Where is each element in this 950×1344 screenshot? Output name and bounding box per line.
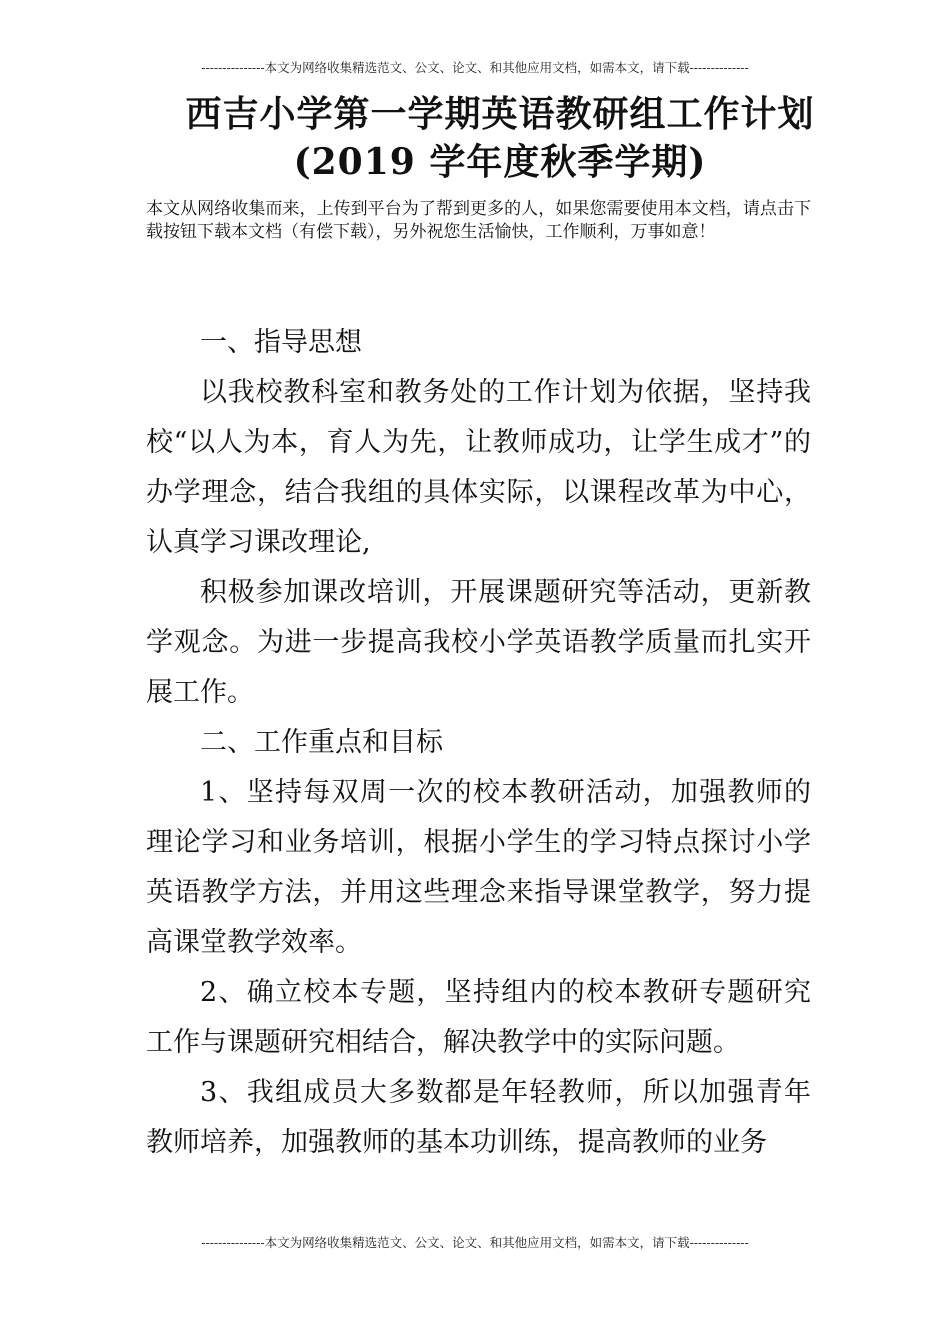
body-paragraph: 积极参加课改培训，开展课题研究等活动，更新教学观念。为进一步提高我校小学英语教学质量而扎实开展工作。 <box>146 577 811 708</box>
body-paragraph: 2、确立校本专题，坚持组内的校本教研专题研究工作与课题研究相结合，解决教学中的实际问题。 <box>146 977 811 1058</box>
body-paragraph: 3、我组成员大多数都是年轻教师，所以加强青年教师培养，加强教师的基本功训练，提高教师的业务 <box>146 1077 811 1158</box>
header-banner: ---------------本文为网络收集精选范文、公文、论文、和其他应用文档，如需本文，请下载-------------- <box>201 60 749 75</box>
body-paragraph: 1、坚持每双周一次的校本教研活动，加强教师的理论学习和业务培训，根据小学生的学习特点探讨小学英语教学方法，并用这些理念来指导课堂教学，努力提高课堂教学效率。 <box>146 777 811 958</box>
title-line-1: 西吉小学第一学期英语教研组工作计划 <box>185 93 815 135</box>
document-title <box>120 90 880 186</box>
section-heading: 二、工作重点和目标 <box>200 727 443 758</box>
document-body <box>146 318 811 1168</box>
body-paragraph: 以我校教科室和教务处的工作计划为依据，坚持我校“以人为本，育人为先，让教师成功，让学生成才”的办学理念，结合我组的具体实际，以课程改革为中心，认真学习课改理论, <box>146 377 811 558</box>
section-heading: 一、指导思想 <box>200 327 362 358</box>
download-notice: 本文从网络收集而来，上传到平台为了帮到更多的人，如果您需要使用本文档，请点击下载按钮下载本文档（有偿下载），另外祝您生活愉快，工作顺利，万事如意！ <box>146 199 811 242</box>
footer-banner: ---------------本文为网络收集精选范文、公文、论文、和其他应用文档，如需本文，请下载-------------- <box>201 1235 749 1250</box>
title-line-2: (2019 学年度秋季学期) <box>293 141 707 183</box>
